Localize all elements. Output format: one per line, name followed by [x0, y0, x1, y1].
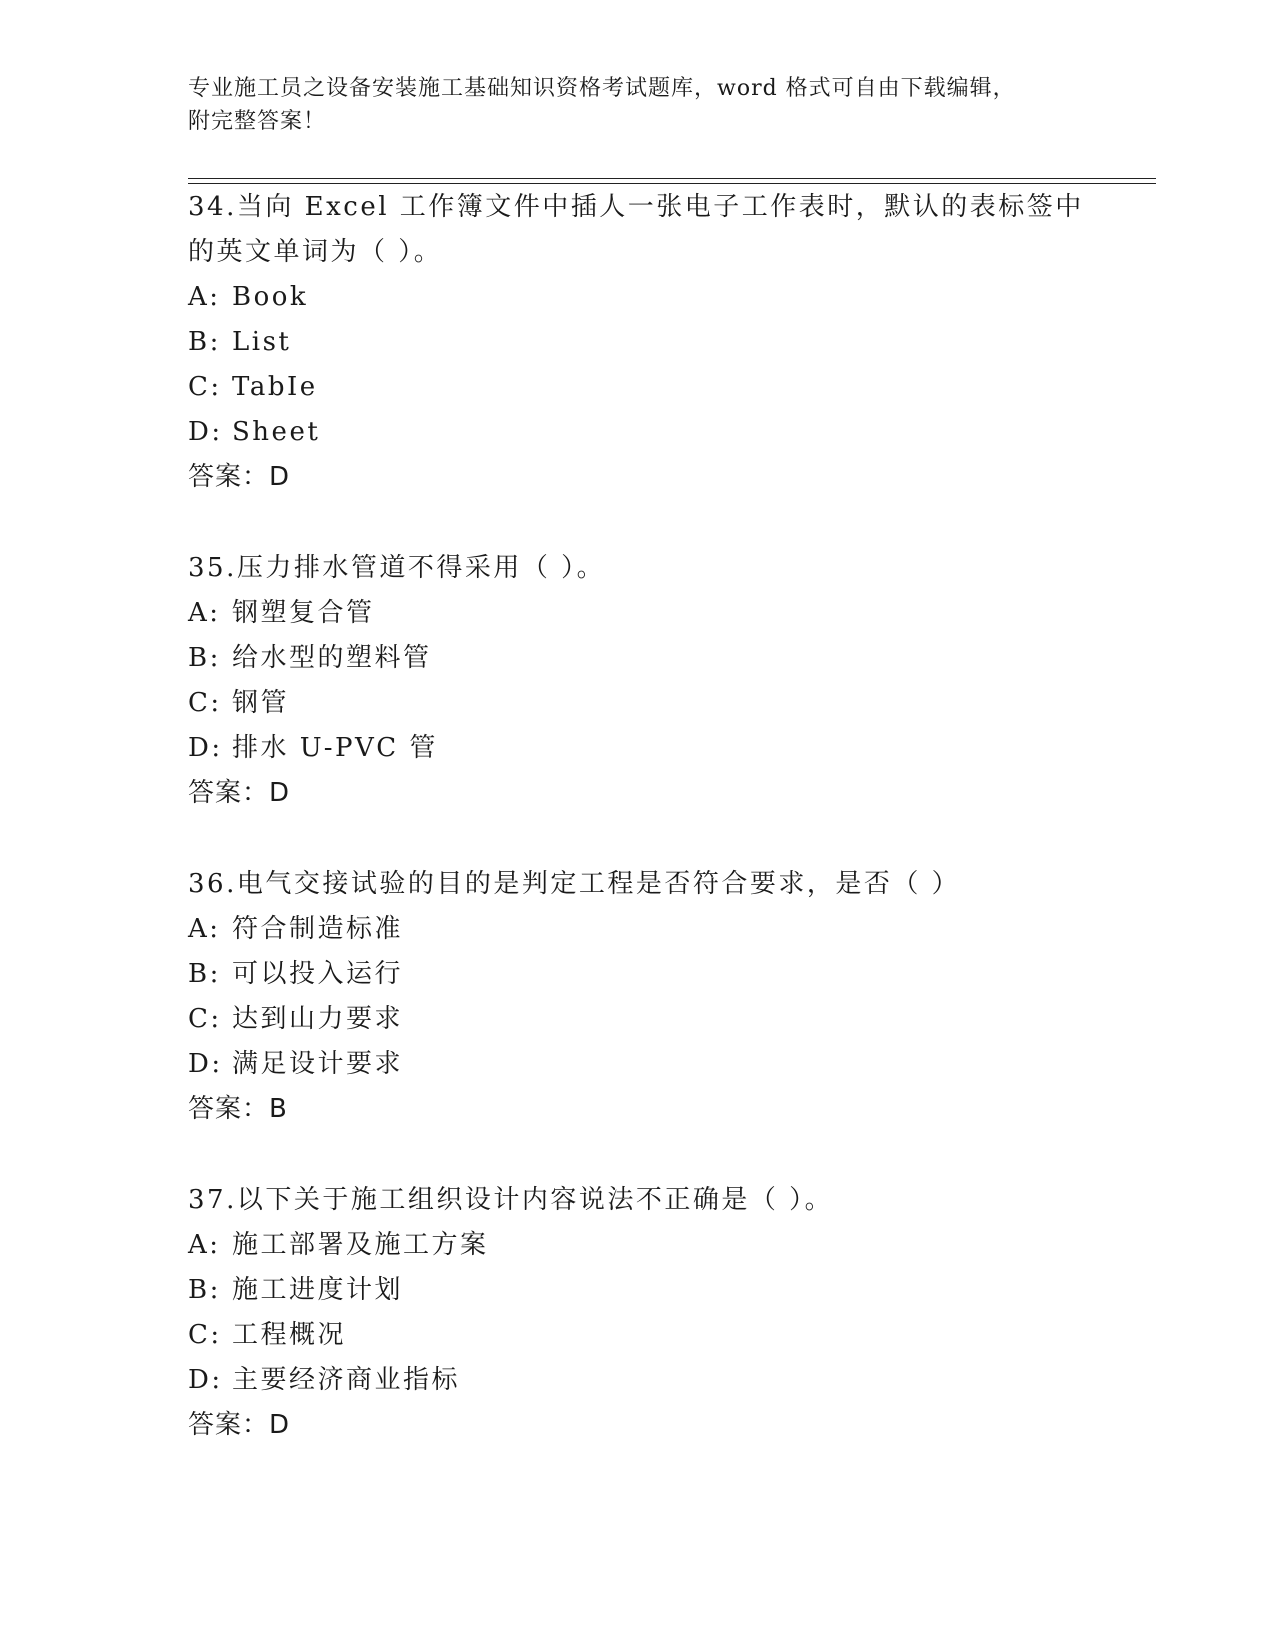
- option-letter: A:: [188, 1230, 221, 1260]
- option-b: [188, 1268, 1088, 1313]
- option-letter: C:: [188, 1320, 222, 1350]
- option-letter: B:: [188, 959, 221, 989]
- option-text: 钢管: [232, 688, 290, 718]
- option-c: [188, 365, 1088, 410]
- option-c: [188, 1313, 1088, 1358]
- option-text: 施工进度计划: [232, 1275, 404, 1305]
- question-stem: 34.当向 Excel 工作簿文件中插人一张电子工作表时，默认的表标签中的英文单词为（ ）。: [188, 192, 1084, 267]
- option-text: 工程概况: [232, 1320, 347, 1350]
- option-letter: C:: [188, 1004, 222, 1034]
- option-letter: D:: [188, 1365, 223, 1395]
- option-letter: C:: [188, 372, 222, 402]
- option-d: [188, 1042, 1088, 1087]
- question-35: [188, 546, 1088, 816]
- header-divider-top: [188, 178, 1156, 179]
- option-letter: D:: [188, 1049, 223, 1079]
- option-text: 符合制造标准: [232, 914, 404, 944]
- option-d: [188, 1358, 1088, 1403]
- question-stem: 36.电气交接试验的目的是判定工程是否符合要求，是否（ ）: [188, 869, 961, 899]
- option-text: 施工部署及施工方案: [232, 1230, 489, 1260]
- option-b: [188, 320, 1088, 365]
- option-d: [188, 410, 1088, 455]
- question-stem: 37.以下关于施工组织设计内容说法不正确是（ ）。: [188, 1185, 834, 1215]
- option-letter: B:: [188, 327, 221, 357]
- option-a: [188, 275, 1088, 320]
- option-text: 给水型的塑料管: [232, 643, 432, 673]
- option-text: 达到山力要求: [232, 1004, 404, 1034]
- option-letter: D:: [188, 417, 223, 447]
- option-letter: A:: [188, 914, 221, 944]
- option-a: [188, 1223, 1088, 1268]
- question-stem: 35.压力排水管道不得采用（ ）。: [188, 553, 606, 583]
- option-letter: C:: [188, 688, 222, 718]
- option-text: 排水 U-PVC 管: [232, 733, 438, 763]
- header-line-2: 附完整答案！: [188, 109, 327, 134]
- option-letter: D:: [188, 733, 223, 763]
- option-text: List: [232, 327, 292, 357]
- option-d: [188, 726, 1088, 771]
- option-text: Book: [232, 282, 309, 312]
- option-c: [188, 681, 1088, 726]
- option-letter: B:: [188, 643, 221, 673]
- answer-line: 答案：D: [188, 778, 291, 808]
- option-text: 可以投入运行: [232, 959, 404, 989]
- option-a: [188, 591, 1088, 636]
- document-header: [188, 72, 1068, 138]
- answer-line: 答案：D: [188, 462, 291, 492]
- header-line-1: 专业施工员之设备安装施工基础知识资格考试题库，word 格式可自由下载编辑，: [188, 76, 1016, 101]
- option-letter: A:: [188, 282, 221, 312]
- option-text: 钢塑复合管: [232, 598, 375, 628]
- option-text: Sheet: [232, 417, 321, 447]
- question-34: [188, 185, 1088, 500]
- option-b: [188, 636, 1088, 681]
- option-text: 满足设计要求: [232, 1049, 404, 1079]
- option-text: TabIe: [232, 372, 318, 402]
- option-a: [188, 907, 1088, 952]
- header-divider-bottom: [188, 183, 1156, 184]
- option-letter: B:: [188, 1275, 221, 1305]
- option-text: 主要经济商业指标: [232, 1365, 461, 1395]
- answer-line: 答案：D: [188, 1410, 291, 1440]
- option-letter: A:: [188, 598, 221, 628]
- answer-line: 答案：B: [188, 1094, 288, 1124]
- option-b: [188, 952, 1088, 997]
- option-c: [188, 997, 1088, 1042]
- question-36: [188, 862, 1088, 1132]
- question-37: [188, 1178, 1088, 1448]
